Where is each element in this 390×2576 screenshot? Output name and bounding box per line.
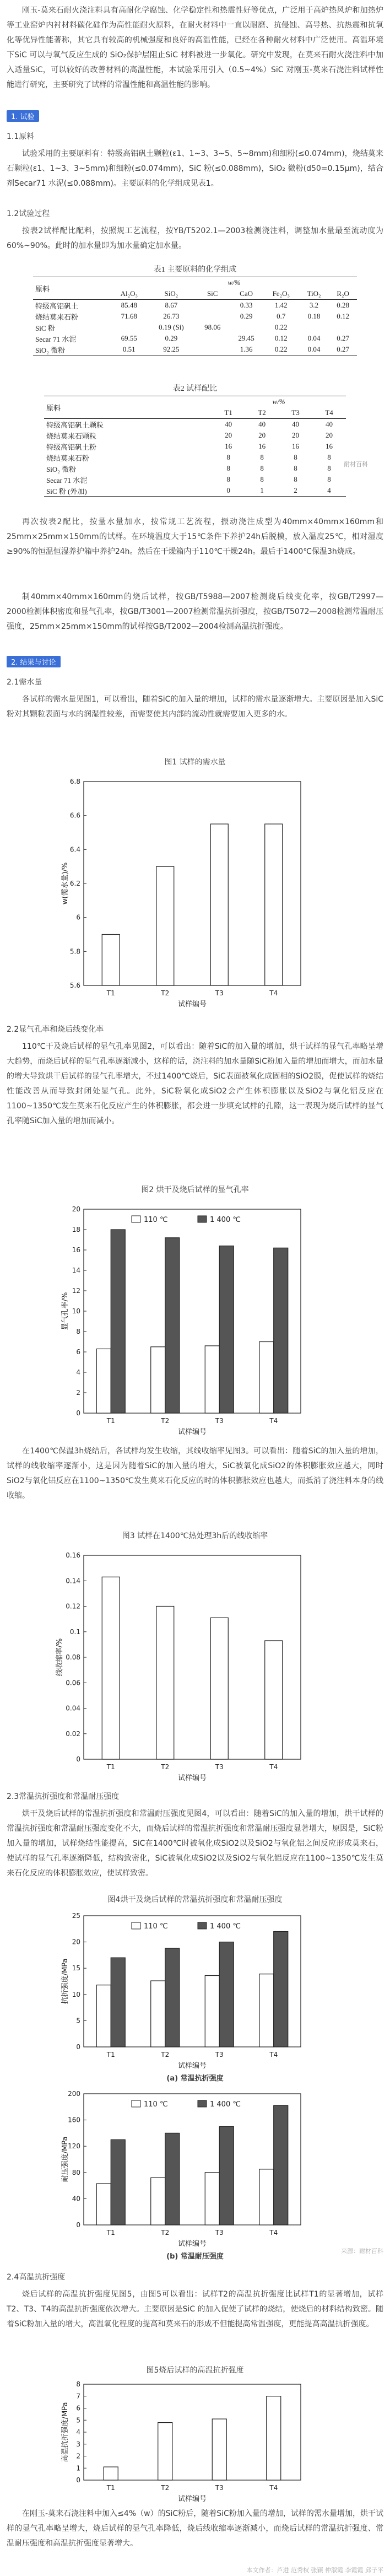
- x-tick-label: T1: [106, 2229, 115, 2237]
- testing-paragraph-block: [7, 590, 383, 634]
- figure-5-caption: 图5烧后试样的高温抗折强度: [146, 2366, 244, 2375]
- figure-2-caption: 图2 烘干及烧后试样的显气孔率: [141, 1185, 249, 1194]
- table-2-cell: 8: [294, 453, 297, 461]
- table-1-cell: [196, 311, 229, 322]
- table-2-cell: 2: [294, 486, 297, 494]
- x-tick-label: T2: [161, 989, 170, 997]
- table-2-cell: 1: [260, 486, 264, 494]
- table-1-cell: 26.73: [163, 312, 180, 320]
- section-2-4-title: 2.4高温抗折强度: [7, 2273, 66, 2282]
- table-2-cell: 16: [225, 442, 232, 450]
- table-2-cell: 8: [294, 464, 297, 472]
- table-1-cell: 0.33: [240, 301, 253, 309]
- legend-swatch: [132, 1216, 140, 1222]
- table-2-row: [44, 419, 346, 430]
- table-2-header-cell: 原料: [46, 403, 61, 412]
- bar: [205, 1346, 219, 1413]
- figure-2: [7, 1184, 383, 1441]
- y-tick-label: 5.8: [69, 947, 80, 956]
- figure-3-paragraph: 在1400℃保温3h烧结后，各试样均发生收缩，其线收缩率见图3。可以看出：随着SiC的加入量的增加，试样的线收缩率逐渐小，这是因为随着SiC的加入量的增大，SiC被氧化成SiO2的体积膨胀效应越大，同时SiO2与氧化铝反应在1100~1350℃发生莫来石化反应的时的体积膨胀效应也越大，而抵消了浇注料本身的线收缩。: [7, 1447, 383, 1500]
- table-1-cell: 0.29: [165, 334, 178, 342]
- mixing-paragraph-block: [7, 515, 383, 559]
- x-tick-label: T1: [106, 1763, 115, 1771]
- table-2-cell: 20: [326, 431, 333, 439]
- y-tick-label: 4: [76, 2428, 80, 2436]
- footer: [7, 2564, 383, 2574]
- y-tick-label: 0: [76, 1755, 80, 1763]
- y-tick-label: 80: [72, 2168, 80, 2176]
- table-2-col-header: T1: [224, 408, 232, 417]
- table-1-col-header: TiO₂: [307, 289, 321, 298]
- x-tick-label: T1: [106, 2051, 115, 2058]
- legend-swatch: [132, 1922, 140, 1929]
- table-1-cell: 0.27: [337, 334, 349, 342]
- section-1-2: [7, 207, 383, 254]
- table-2-cell: 8: [260, 464, 264, 472]
- table-1-unit: w/%: [228, 278, 241, 287]
- y-tick-label: 5: [76, 2017, 80, 2025]
- table-1-cell: 29.45: [238, 334, 254, 342]
- section-2-label: 2. 结果与讨论: [7, 656, 61, 667]
- table-2-cell: 8: [226, 464, 230, 472]
- legend-swatch: [198, 2100, 207, 2107]
- table-2-row: [44, 430, 346, 441]
- table-2-cell: 0: [226, 486, 230, 494]
- y-tick-label: 0.04: [66, 1704, 80, 1712]
- bar: [96, 2184, 111, 2225]
- section-1-1: [7, 130, 383, 191]
- table-1-cell: SiO₂ 微粉: [35, 346, 66, 354]
- table-1-cell: 烧结莫来石粉: [35, 312, 79, 321]
- watermark: 耐材百科: [344, 461, 368, 468]
- figure-4-caption: 图4烘干及烧后试样的常温抗折强度和常温耐压强度: [107, 1895, 283, 1904]
- table-2-cell: 40: [225, 420, 232, 428]
- table-1-cell: 0.04: [307, 345, 321, 353]
- bar: [96, 1985, 111, 2047]
- bar: [210, 1618, 228, 1759]
- section-1-header: [7, 110, 383, 122]
- x-tick-label: T2: [161, 1763, 170, 1771]
- x-tick-label: T1: [106, 1417, 115, 1425]
- table-1-cell: 71.68: [121, 312, 137, 320]
- table-2: [44, 382, 368, 497]
- figure-3-caption: 图3 试样在1400℃热处理3h后的线收缩率: [122, 1532, 268, 1540]
- table-2-col-header: T4: [325, 408, 333, 417]
- y-tick-label: 25: [72, 1912, 80, 1920]
- legend-label: 1 400 ℃: [210, 1922, 241, 1931]
- bar: [151, 1981, 165, 2047]
- table-2-row: [44, 463, 346, 474]
- table-1-cell: 0.29: [240, 312, 253, 320]
- table-1-col-header: Al₂O₃: [120, 289, 138, 298]
- bar: [219, 1942, 234, 2047]
- figure-4b-subcaption: (b) 常温耐压强度: [166, 2252, 224, 2261]
- x-axis-label: 试样编号: [177, 1774, 207, 1782]
- table-1-cell: 98.06: [204, 323, 221, 331]
- y-tick-label: 0.02: [66, 1729, 80, 1738]
- bar: [219, 1246, 234, 1413]
- table-1-cell: [196, 344, 229, 355]
- y-tick-label: 40: [72, 2195, 80, 2203]
- y-tick-label: 0.1: [69, 1627, 80, 1636]
- table-1-col-header: SiC: [207, 289, 218, 298]
- y-tick-label: 8: [76, 1328, 80, 1335]
- figure-1-chart: [7, 770, 383, 1013]
- table-1-cell: SiC 粉: [35, 324, 55, 332]
- table-2-cell: 40: [326, 420, 333, 428]
- bar: [151, 2178, 165, 2225]
- table-1-row: [33, 300, 357, 311]
- legend-swatch: [198, 1216, 207, 1222]
- table-1-col-header: SiO₂: [164, 289, 178, 298]
- bar: [96, 1349, 111, 1413]
- table-1-cell: 0.12: [337, 312, 349, 320]
- section-2-1: [7, 676, 383, 722]
- table-1-cell: 0.12: [274, 334, 288, 342]
- y-tick-label: 6.4: [69, 845, 80, 854]
- bar: [156, 1607, 174, 1760]
- x-tick-label: T4: [269, 1417, 278, 1425]
- legend-label: 1 400 ℃: [210, 2100, 241, 2109]
- table-1-col-header: CaO: [240, 289, 253, 298]
- table-1: [33, 263, 357, 355]
- table-2-cell: 40: [258, 420, 266, 428]
- table-2-cell: 8: [294, 475, 297, 483]
- intro-section: [7, 3, 383, 93]
- table-1-cell: 0.7: [277, 312, 286, 320]
- table-1-row: [33, 322, 357, 333]
- y-tick-label: 8: [76, 2380, 80, 2388]
- y-tick-label: 16: [72, 1246, 80, 1254]
- bar: [158, 2423, 172, 2480]
- table-1-col-header: R₂O: [337, 289, 349, 298]
- x-axis-label: 试样编号: [177, 2062, 207, 2070]
- table-2-col-header: T3: [291, 408, 300, 417]
- bar: [205, 2173, 219, 2225]
- y-tick-label: 15: [72, 1964, 80, 1973]
- bar: [267, 2396, 281, 2480]
- y-tick-label: 12: [72, 1287, 80, 1295]
- table-1-cell: Secar 71 水泥: [35, 335, 77, 343]
- table-2-cell: 20: [292, 431, 300, 439]
- section-2-2-title: 2.2显气孔率和烧后线变化率: [7, 1025, 104, 1034]
- table-1-col-header: Fe₂O₃: [272, 289, 290, 298]
- table-2-cell: 8: [327, 453, 331, 461]
- y-tick-label: 2: [76, 1389, 80, 1397]
- table-1-cell: 85.48: [121, 301, 137, 309]
- y-tick-label: 160: [68, 2116, 80, 2124]
- figure-4a-chart: [7, 1907, 383, 2072]
- table-1-cell: 1.42: [274, 301, 288, 309]
- y-tick-label: 0: [76, 2043, 80, 2051]
- table-1-grid: [33, 277, 357, 355]
- section-1-2-title: 1.2试验过程: [7, 209, 50, 218]
- table-1-cell: 0.19 (Si): [159, 323, 184, 331]
- bar: [212, 2419, 226, 2480]
- figure-4a-subcaption: (a) 常温抗折强度: [166, 2074, 224, 2083]
- table-2-cell: 烧结莫来石粉: [46, 454, 90, 462]
- y-tick-label: 10: [72, 1990, 80, 1998]
- bar: [219, 2127, 234, 2225]
- y-tick-label: 6.6: [69, 811, 80, 820]
- table-1-cell: 0.51: [122, 345, 136, 353]
- x-axis-label: 试样编号: [177, 2495, 207, 2503]
- section-1-1-title: 1.1原料: [7, 132, 35, 141]
- y-tick-label: 4: [76, 1368, 80, 1376]
- bar: [259, 1342, 274, 1414]
- table-1-cell: 0.28: [337, 301, 349, 309]
- bar: [165, 2133, 180, 2225]
- y-tick-label: 6.2: [69, 880, 80, 887]
- conclusion-paragraph: 在刚玉-莫来石浇注料中加入≤4%（w）的SiC粉后，随着SiC粉加入量的增加，试样的需水量增加，烘干试样的显气孔率略呈增大，烧后试样的显气孔率降低，烧后线收缩率逐渐减小，而烧后试样的常温抗折强度、常温耐压强度和高温抗折强度显著增大。: [7, 2509, 383, 2548]
- x-tick-label: T3: [215, 989, 224, 997]
- bar: [205, 1976, 219, 2047]
- x-tick-label: T3: [215, 2229, 224, 2237]
- bar: [111, 1230, 125, 1413]
- table-1-cell: 特级高铝矾土: [35, 301, 79, 310]
- table-1-row: [33, 344, 357, 355]
- table-1-cell: [329, 322, 357, 333]
- y-tick-label: 3: [76, 2440, 80, 2448]
- figure-3: [7, 1530, 383, 1787]
- y-axis-label: 耐压强度/MPa: [61, 2136, 69, 2182]
- y-tick-label: 6: [76, 1348, 80, 1356]
- bar: [265, 1641, 283, 1759]
- bar: [165, 1238, 180, 1413]
- y-tick-label: 0.06: [66, 1679, 80, 1687]
- section-2-3: [7, 1790, 383, 1881]
- y-tick-label: 7: [76, 2392, 80, 2400]
- table-2-cell: 8: [260, 453, 264, 461]
- table-1-row: [33, 311, 357, 322]
- y-tick-label: 1: [76, 2464, 80, 2472]
- section-2-1-text: 各试样的需水量见图1，可以看出，随着SiC的加入量的增加，试样的需水量逐渐增大。主要原因是加入SiC粉对其颗粒表面与水的润湿性较差，而需要使其内部的流动性就需要加入更多的水。: [7, 695, 384, 719]
- x-tick-label: T2: [161, 1417, 170, 1425]
- table-1-cell: [299, 322, 329, 333]
- figure-3-chart: [7, 1544, 383, 1787]
- y-tick-label: 0.16: [66, 1551, 80, 1559]
- table-1-cell: [196, 333, 229, 344]
- section-2-4: [7, 2271, 383, 2332]
- table-2-cell: 8: [226, 453, 230, 461]
- table-1-cell: 69.55: [121, 334, 137, 342]
- bar: [156, 866, 174, 985]
- x-tick-label: T4: [269, 2051, 278, 2058]
- bar: [102, 935, 120, 986]
- table-2-cell: Secar 71 水泥: [46, 476, 88, 484]
- y-tick-label: 0.08: [66, 1653, 80, 1661]
- table-2-col-header: T2: [258, 408, 266, 417]
- x-tick-label: T2: [161, 2229, 170, 2237]
- bar: [274, 1248, 288, 1413]
- table-2-row: [44, 452, 346, 463]
- table-1-title: 表1 主要原料的化学组成: [153, 266, 237, 274]
- bar: [210, 824, 228, 985]
- y-tick-label: 20: [72, 1205, 80, 1213]
- x-axis-label: 试样编号: [177, 2240, 207, 2248]
- figure-2-chart: [7, 1198, 383, 1441]
- y-tick-label: 200: [68, 2090, 80, 2098]
- table-1-cell: 3.2: [309, 301, 319, 309]
- intro-paragraph: 刚玉-莫来石耐火浇注料具有高耐化学腐蚀、化学稳定性和热震性好等优点，广泛用于高炉热风炉和加热炉等工业窑炉内衬材料碳化硅作为高性能耐火原料，在耐火材料中一直以耐磨、抗侵蚀、高导热、抗热震和抗氧化等优异性能著称，其它具有较高的机械强度和良好的高温性能，已经在各种耐火材料中广泛使用。高温环境下SiC 可以与氧气反应生成的 SiO₂保护层阻止SiC 材料被进一步氧化。研究中发现，在莫来石耐火浇注料中加入适量SiC，可以较好的改善材料的高温性能，本试验采用引入（0.5~4%）SiC 对刚玉-莫来石浇注料试样性能进行研究，主要研究了试样的常温性能和高温性能的影响。: [7, 6, 383, 89]
- table-2-cell: 16: [326, 442, 333, 450]
- table-2-cell: 20: [225, 431, 232, 439]
- table-1-cell: 1.36: [240, 345, 253, 353]
- x-axis-label: 试样编号: [177, 1000, 207, 1009]
- table-1-header-cell: 原料: [35, 284, 50, 293]
- y-tick-label: 0.14: [66, 1577, 80, 1585]
- table-2-cell: 16: [258, 442, 266, 450]
- section-2-header: [7, 656, 383, 667]
- source-note: 来源：耐材百科: [341, 2248, 383, 2255]
- legend-label: 110 ℃: [144, 1216, 168, 1224]
- bar: [259, 1974, 274, 2047]
- testing-paragraph: 制40mm×40mm×160mm的烧后试样，按GB/T5988—2007检测烧后线变化率，按GB/T2997—2000检测体积密度和显气孔率，按GB/T3001—2007检测常温抗折强度，按GB/T5072—2008检测常温耐压强度，25mm×25mm×150mm的试样按GB/T2002—2004检测高温抗折强度。: [7, 592, 383, 631]
- table-2-cell: SiO₂ 微粉: [46, 465, 77, 473]
- legend-label: 110 ℃: [144, 2100, 168, 2109]
- figure-4b-chart: [7, 2085, 383, 2250]
- x-tick-label: T4: [269, 2229, 278, 2237]
- table-1-cell: 0.27: [337, 345, 349, 353]
- y-tick-label: 0.12: [66, 1602, 80, 1610]
- table-2-cell: 8: [327, 475, 331, 483]
- bar: [111, 2140, 125, 2225]
- x-tick-label: T4: [269, 989, 278, 997]
- table-2-cell: 40: [292, 420, 300, 428]
- y-tick-label: 5: [76, 2416, 80, 2424]
- x-tick-label: T2: [161, 2484, 170, 2492]
- y-tick-label: 6: [76, 2404, 80, 2412]
- table-2-cell: 烧结莫来石颗粒: [46, 432, 97, 440]
- y-axis-label: 线收缩率/%: [56, 1638, 64, 1677]
- table-2-cell: 特级高铝矾土颗粒: [46, 421, 104, 429]
- x-tick-label: T2: [161, 2051, 170, 2058]
- legend-label: 1 400 ℃: [210, 1216, 241, 1224]
- table-1-cell: 8.67: [165, 301, 178, 309]
- y-tick-label: 20: [72, 1938, 80, 1946]
- y-tick-label: 0: [76, 1409, 80, 1417]
- section-1-1-text: 试验采用的主要原料有：特级高铝矾土颗粒(ε1、1~3、3~5、5~8mm)和细粉(≤0.074mm)，烧结莫来石颗粒(ε1、1~3、3~5mm)和细粉(≤0.074mm)，SiC 粉(≤0.088mm)，SiO₂ 微粉(d50=0.15μm)，结合剂Secar71 水泥(≤0.088mm)。主要原料的化学组成见表1。: [7, 149, 383, 188]
- y-axis-label: 抗折强度/MPa: [61, 1958, 69, 2004]
- conclusion-block: [7, 2507, 383, 2551]
- section-2-3-title: 2.3常温抗折强度和常温耐压强度: [7, 1792, 120, 1801]
- bar: [102, 1577, 120, 1759]
- y-axis-label: 显气孔率/%: [61, 1292, 69, 1330]
- table-1-cell: 0.22: [274, 345, 288, 353]
- y-tick-label: 6: [76, 913, 80, 921]
- section-2-4-text: 烧后试样的高温抗折强度见图5，由图5可以看出：试样T2的高温抗折强度比试样T1的显著增加，试样T2、T3、T4的高温抗折强度依次增大。主要原因是SiC 的加入促使了试样的烧结，使烧后的材料结构致密。随着SiC粉加入量的增大，高温氧化程度的提高和莫来石的形成不但能提高常温强度，更能提高高温抗折强度。: [7, 2290, 383, 2329]
- figure-5: [7, 2364, 383, 2504]
- figure-4: [7, 1894, 383, 2261]
- y-tick-label: 120: [68, 2142, 80, 2151]
- y-tick-label: 2: [76, 2452, 80, 2460]
- section-2-2: [7, 1023, 383, 1129]
- legend-swatch: [198, 1922, 207, 1929]
- x-tick-label: T3: [215, 1417, 224, 1425]
- y-tick-label: 0: [76, 2221, 80, 2229]
- x-tick-label: T1: [106, 989, 115, 997]
- mixing-paragraph: 再次按表2配比，按量水量加水，按常规工艺流程，振动浇注成型为40mm×40mm×160mm和25mm×25mm×150mm的试样。在环境温度大于15℃条件下养护24h后脱模，放入温度25℃，相对湿度≥90%的恒温恒湿养护箱中养护24h。然后在干燥箱内于110℃干燥24h。最后于1400℃保温3h烧成。: [7, 518, 383, 556]
- footer-authors: 本文作者：芦进 范秀权 张颖 仲淑霞 李霞霞 邱子平: [246, 2567, 383, 2574]
- y-axis-label: w(需水量)/%: [61, 862, 69, 905]
- figure-1: [7, 756, 383, 1013]
- y-tick-label: 18: [72, 1226, 80, 1233]
- table-2-row: [44, 474, 346, 485]
- section-2-3-text: 烘干及烧后试样的常温抗折强度和常温耐压强度见图4，可以看出：随着SiC的加入量的增加，烘干试样的常温抗折强度和常温耐压强度变化不大，而烧后试样的常温抗折强度和常温耐压强度显著增大，原因是，SiC粉加入量的增加，试样烧结性能提高，SiC在1400℃时被氧化成SiO2以及SiO2与氧化铝之间反应形成莫来石，使试样的显气孔率逐渐降低，结构致密化，SiC被氧化成SiO2以及SiO2与氧化铝反应在1100~1350℃发生莫来石化反应的体积膨胀效应，使试样致密。: [7, 1809, 383, 1878]
- x-tick-label: T1: [106, 2484, 115, 2492]
- table-2-cell: 特级高铝矾土粉: [46, 443, 97, 451]
- x-tick-label: T3: [215, 2051, 224, 2058]
- bar: [265, 824, 283, 985]
- section-1-label: 1. 试验: [7, 110, 39, 122]
- figure-5-chart: [7, 2378, 383, 2504]
- figure-1-caption: 图1 试样的需水量: [164, 758, 226, 767]
- x-tick-label: T4: [269, 1763, 278, 1771]
- bar: [259, 2169, 274, 2225]
- table-2-cell: 16: [292, 442, 300, 450]
- table-1-cell: 0.04: [307, 334, 321, 342]
- x-tick-label: T3: [215, 1763, 224, 1771]
- table-1-cell: 92.25: [163, 345, 180, 353]
- y-tick-label: 5.6: [69, 982, 80, 989]
- table-1-row: [33, 333, 357, 344]
- y-tick-label: 6.8: [69, 778, 80, 785]
- section-2-2-text: 110℃干及烧后试样的显气孔率见图2，可以看出：随着SiC的加入量的增加，烘干试样的显气孔率略呈增大趋势，而烧后试样的显气孔率逐渐减小，这样的话，浇注料的加水量随SiC粉加入量的增加而增大，而加水量的增大导致烘干后试样的显气孔率增大，不过1400℃烧后，SiC表面被氧化成固相的SiO2膜，促使试样的烧结性能改善从而导致封闭处显气孔。此外，SiC粉氧化成SiO2会产生体积膨胀以及SiO2与氧化铝反应在1100~1350℃发生莫来石化反应产生的体积膨胀，都会进一步填充试样的孔隙，这一表现为烧后试样的显气孔率随SiC加入量的增加而减小。: [7, 1042, 383, 1125]
- table-1-cell: [229, 322, 263, 333]
- section-2-1-title: 2.1需水量: [7, 678, 42, 687]
- x-tick-label: T4: [269, 2484, 278, 2492]
- y-axis-label: 高温抗折强度/MPa: [61, 2402, 69, 2462]
- bar: [104, 2467, 118, 2480]
- table-2-cell: 8: [226, 475, 230, 483]
- section-1-2-text: 按表2试样配比配料，按照规工艺流程，按YB/T5202.1—2003检测浇注料，调整加水量最至流动度为60%~90%。此时的加水量即为加水量确定加水量。: [7, 227, 383, 250]
- table-2-row: [44, 441, 346, 452]
- y-tick-label: 10: [72, 1307, 80, 1315]
- table-2-grid: [44, 396, 346, 497]
- bar: [274, 2105, 288, 2225]
- table-1-cell: [111, 322, 147, 333]
- y-tick-label: 14: [72, 1267, 80, 1274]
- legend-swatch: [132, 2100, 140, 2107]
- bar: [274, 1932, 288, 2047]
- x-tick-label: T3: [215, 2484, 224, 2492]
- table-2-cell: 8: [327, 464, 331, 472]
- table-1-cell: 0.18: [307, 312, 321, 320]
- table-1-cell: 0.22: [274, 323, 288, 331]
- figure-3-paragraph-block: [7, 1444, 383, 1503]
- y-tick-label: 0: [76, 2476, 80, 2484]
- bar: [111, 1958, 125, 2047]
- table-2-cell: SiC 粉 (外加): [46, 487, 87, 495]
- table-2-unit: w/%: [272, 397, 285, 406]
- table-2-cell: 8: [260, 475, 264, 483]
- table-1-cell: [196, 300, 229, 311]
- bar: [165, 1948, 180, 2047]
- x-axis-label: 试样编号: [177, 1428, 207, 1436]
- legend-label: 110 ℃: [144, 1922, 168, 1931]
- bar: [151, 1347, 165, 1413]
- table-2-row: [44, 485, 346, 497]
- table-2-cell: 20: [258, 431, 266, 439]
- table-2-title: 表2 试样配比: [172, 385, 218, 393]
- table-2-cell: 4: [327, 486, 331, 494]
